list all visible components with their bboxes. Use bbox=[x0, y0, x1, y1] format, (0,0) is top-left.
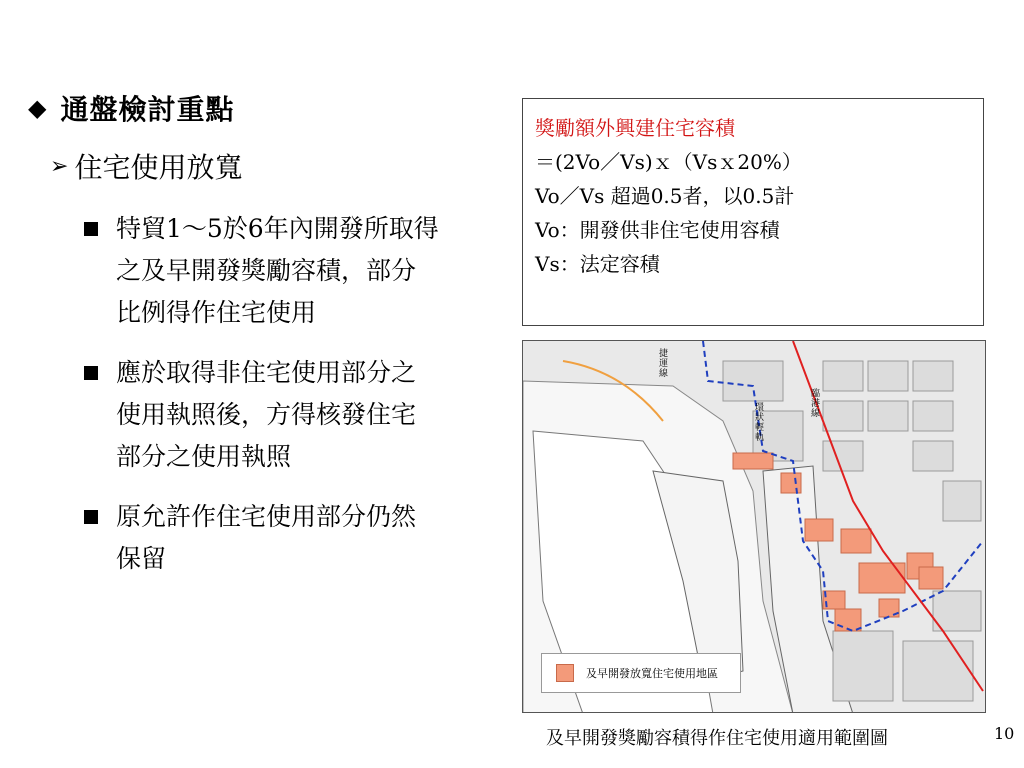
legend-swatch bbox=[556, 664, 574, 682]
page-number: 10 bbox=[994, 724, 1015, 743]
formula-line: Vs：法定容積 bbox=[535, 252, 660, 276]
map-legend bbox=[541, 653, 741, 693]
legend-label: 及早開發放寬住宅使用地區 bbox=[586, 667, 718, 680]
map-caption: 及早開發獎勵容積得作住宅使用適用範圍圖 bbox=[546, 728, 888, 749]
bullet-line: 原允許作住宅使用部分仍然 bbox=[116, 502, 417, 531]
bullet-line: 保留 bbox=[116, 544, 167, 573]
page-title: 通盤檢討重點 bbox=[60, 93, 235, 126]
square-bullet-icon bbox=[84, 222, 98, 236]
bullet-line: 使用執照後，方得核發住宅 bbox=[116, 400, 417, 429]
bullet-item bbox=[84, 208, 504, 334]
formula-line: Vo：開發供非住宅使用容積 bbox=[535, 218, 780, 242]
bullet-line: 應於取得非住宅使用部分之 bbox=[116, 358, 417, 387]
formula-title: 獎勵額外興建住宅容積 bbox=[535, 116, 735, 140]
formula-box bbox=[522, 98, 984, 326]
heading bbox=[28, 88, 234, 128]
arrow-bullet-icon: ➢ bbox=[50, 153, 69, 179]
diamond-bullet-icon: ◆ bbox=[28, 94, 47, 122]
map-road-label: 臨港線 bbox=[811, 389, 821, 419]
bullet-line: 之及早開發獎勵容積，部分 bbox=[116, 256, 417, 285]
bullet-item bbox=[84, 496, 504, 580]
subheading-text: 住宅使用放寬 bbox=[74, 151, 243, 184]
bullet-list bbox=[84, 208, 504, 598]
formula-line: ＝(2Vo／Vs)ｘ（Vsｘ20%） bbox=[535, 150, 802, 174]
square-bullet-icon bbox=[84, 510, 98, 524]
zoning-map bbox=[522, 340, 986, 713]
subheading bbox=[50, 146, 242, 186]
bullet-line: 比例得作住宅使用 bbox=[116, 298, 317, 327]
bullet-item bbox=[84, 352, 504, 478]
formula-line: Vo／Vs 超過0.5者，以0.5計 bbox=[535, 184, 795, 208]
square-bullet-icon bbox=[84, 366, 98, 380]
map-road-label: 環狀輕軌 bbox=[755, 403, 765, 443]
bullet-line: 部分之使用執照 bbox=[116, 442, 292, 471]
map-road-label: 捷運線 bbox=[659, 349, 669, 379]
bullet-line: 特貿1～5於6年內開發所取得 bbox=[116, 214, 439, 243]
